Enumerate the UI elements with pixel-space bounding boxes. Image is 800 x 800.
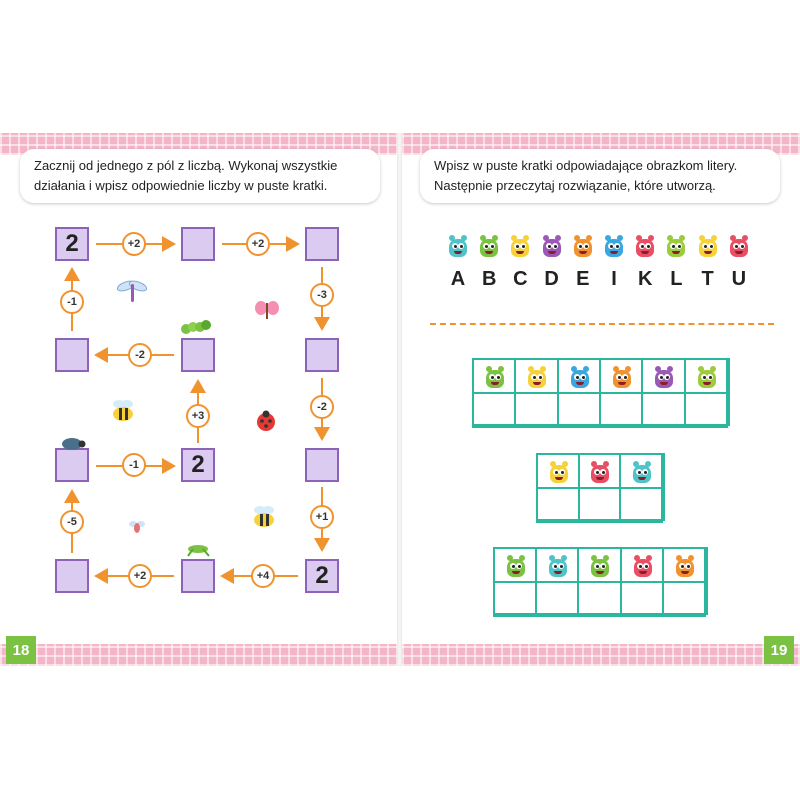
answer-letter-cell[interactable] [578, 487, 622, 523]
maze-square[interactable] [305, 448, 339, 482]
maze-square[interactable] [181, 559, 215, 593]
operation-circle: +2 [246, 232, 270, 256]
answer-letter-cell[interactable] [684, 392, 728, 428]
operation-circle: -3 [310, 283, 334, 307]
left-page [0, 133, 397, 666]
picture-cell [684, 358, 728, 394]
answer-letter-cell[interactable] [493, 581, 537, 617]
key-letter: E [576, 268, 590, 290]
picture-cell [619, 453, 663, 489]
picture-cell [493, 547, 537, 583]
monster-icon [610, 366, 634, 390]
answer-letter-cell[interactable] [535, 581, 579, 617]
answer-letter-cell[interactable] [662, 581, 706, 617]
key-letter: I [611, 268, 617, 290]
bee-icon [250, 505, 278, 529]
answer-letter-cell[interactable] [620, 581, 664, 617]
maze-square[interactable] [305, 227, 339, 261]
key-letter: T [701, 268, 714, 290]
answer-letter-cell[interactable] [577, 581, 621, 617]
monster-icon [633, 235, 657, 259]
operation-circle: +2 [122, 232, 146, 256]
picture-cell [662, 547, 706, 583]
picture-cell [536, 453, 580, 489]
key-letter: A [450, 268, 466, 290]
monster-icon [504, 555, 528, 579]
operation-circle: -2 [310, 395, 334, 419]
picture-cell [577, 547, 621, 583]
operation-circle: -2 [128, 343, 152, 367]
picture-cell [472, 358, 516, 394]
maze-square[interactable] [55, 338, 89, 372]
operation-circle: +3 [186, 404, 210, 428]
key-letter: L [670, 268, 683, 290]
monster-icon [446, 235, 470, 259]
bee-icon [109, 399, 137, 423]
instruction-line: Następnie przeczytaj rozwiązanie, które utworzą. [434, 178, 716, 193]
monster-icon [695, 366, 719, 390]
picture-cell [620, 547, 664, 583]
dragonfly-icon [116, 278, 148, 304]
page-number: 18 [6, 636, 36, 664]
monster-icon [540, 235, 564, 259]
monster-icon [483, 366, 507, 390]
monster-icon [652, 366, 676, 390]
ladybug-icon [255, 410, 277, 432]
maze-square[interactable]: 2 [55, 227, 89, 261]
maze-square[interactable] [55, 448, 89, 482]
grasshopper-icon [185, 539, 213, 557]
key-letter: D [544, 268, 559, 290]
key-letter: B [481, 268, 497, 290]
operation-circle: +2 [128, 564, 152, 588]
monster-icon [727, 235, 751, 259]
maze-square[interactable] [305, 338, 339, 372]
monster-icon [525, 366, 549, 390]
answer-grid-word-2 [536, 453, 665, 521]
right-page [402, 133, 800, 666]
key-letter: K [637, 268, 653, 290]
picture-cell [557, 358, 601, 394]
letter-key-row [446, 268, 752, 298]
picture-cell [578, 453, 622, 489]
picture-cell [641, 358, 685, 394]
monster-icon [588, 461, 612, 485]
picture-cell [535, 547, 579, 583]
butterfly-icon [254, 299, 280, 323]
instruction-line: Zacznij od jednego z pól z liczbą. Wykonaj wszystkie [34, 158, 338, 173]
answer-grid-word-1 [472, 358, 730, 426]
monster-icon [630, 461, 654, 485]
operation-circle: -1 [122, 453, 146, 477]
instruction-line: Wpisz w puste kratki odpowiadające obrazkom litery. [434, 158, 738, 173]
operation-circle: -5 [60, 510, 84, 534]
maze-square[interactable] [55, 559, 89, 593]
answer-letter-cell[interactable] [536, 487, 580, 523]
monster-icon [547, 461, 571, 485]
operation-circle: +4 [251, 564, 275, 588]
answer-letter-cell[interactable] [599, 392, 643, 428]
maze-square[interactable]: 2 [181, 448, 215, 482]
picture-cell [514, 358, 558, 394]
key-letter: C [513, 268, 528, 290]
maze-square[interactable] [181, 338, 215, 372]
key-letter: U [731, 268, 747, 290]
monster-icon [664, 235, 688, 259]
dashed-separator [430, 323, 774, 325]
monster-icon [477, 235, 501, 259]
monster-icon [696, 235, 720, 259]
monster-icon [588, 555, 612, 579]
caterpillar-icon [181, 319, 211, 335]
maze-square[interactable] [181, 227, 215, 261]
instruction-line: działania i wpisz odpowiednie liczby w puste kratki. [34, 178, 328, 193]
page-number: 19 [764, 636, 794, 664]
answer-letter-cell[interactable] [619, 487, 663, 523]
answer-letter-cell[interactable] [514, 392, 558, 428]
monster-icon [546, 555, 570, 579]
beetle-icon [59, 435, 87, 451]
monster-icon [508, 235, 532, 259]
operation-circle: +1 [310, 505, 334, 529]
operation-circle: -1 [60, 290, 84, 314]
fly-icon [128, 517, 146, 535]
answer-grid-word-3 [493, 547, 708, 615]
monster-icon [568, 366, 592, 390]
instruction-box [420, 149, 780, 203]
monster-icon [602, 235, 626, 259]
picture-cell [599, 358, 643, 394]
monster-icon [673, 555, 697, 579]
answer-letter-cell[interactable] [557, 392, 601, 428]
answer-letter-cell[interactable] [472, 392, 516, 428]
monster-icon [571, 235, 595, 259]
pink-footer-stripe [402, 644, 800, 666]
answer-letter-cell[interactable] [641, 392, 685, 428]
monster-icon [631, 555, 655, 579]
maze-square[interactable]: 2 [305, 559, 339, 593]
